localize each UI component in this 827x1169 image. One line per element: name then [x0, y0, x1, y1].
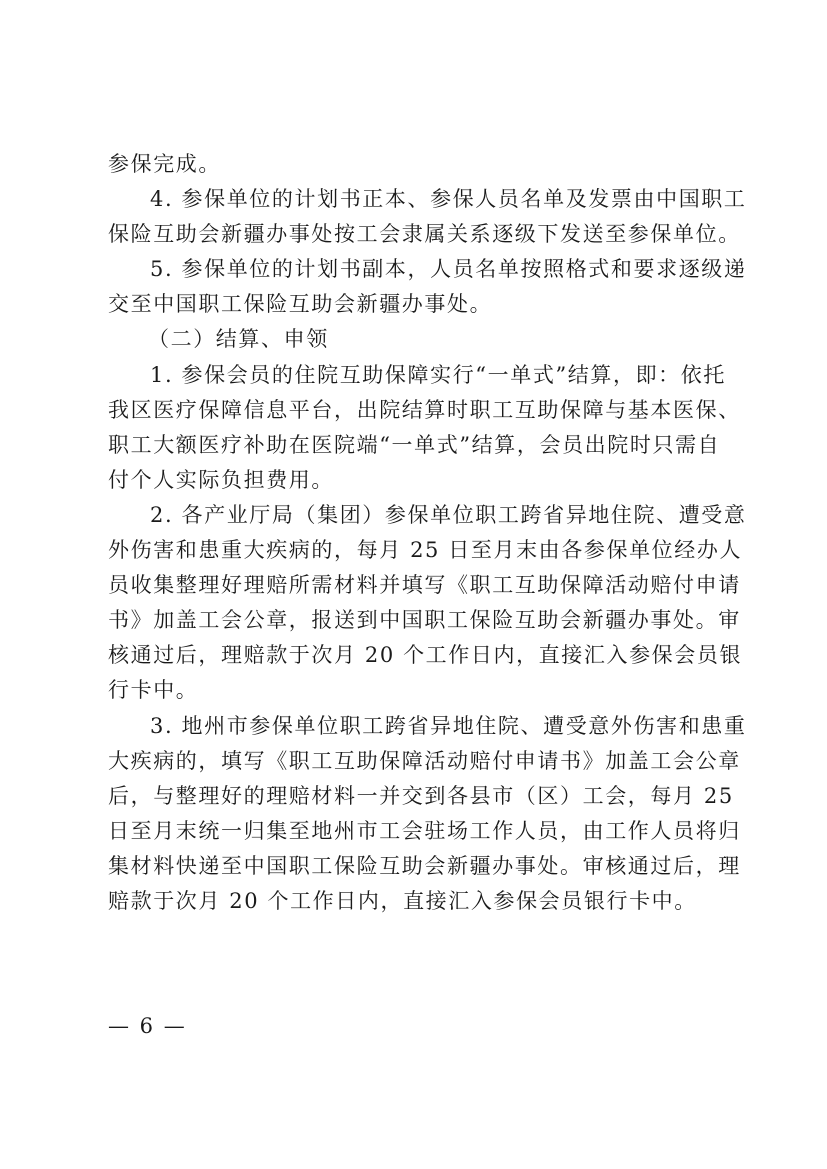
paragraph-line: 3. 地州市参保单位职工跨省异地住院、遭受意外伤害和患重	[150, 713, 747, 738]
paragraph-line: 职工大额医疗补助在医院端“一单式”结算，会员出院时只需自	[108, 432, 721, 457]
paragraph-line: 日至月末统一归集至地州市工会驻场工作人员，由工作人员将归	[108, 818, 741, 843]
paragraph-line: 赔款于次月 20 个工作日内，直接汇入参保会员银行卡中。	[108, 888, 697, 913]
paragraph-line: 行卡中。	[108, 678, 199, 703]
paragraph-line: 核通过后，理赔款于次月 20 个工作日内，直接汇入参保会员银	[108, 643, 743, 668]
page-number: — 6 —	[108, 1014, 187, 1038]
section-heading: （二）结算、申领	[148, 327, 329, 352]
paragraph-line: 我区医疗保障信息平台，出院结算时职工互助保障与基本医保、	[108, 397, 741, 422]
paragraph-line: 1. 参保会员的住院互助保障实行“一单式”结算，即：依托	[150, 362, 726, 387]
paragraph-line: 付个人实际负担费用。	[108, 467, 334, 492]
paragraph-line: 外伤害和患重大疾病的，每月 25 日至月末由各参保单位经办人	[108, 538, 743, 563]
paragraph-line: 大疾病的，填写《职工互助保障活动赔付申请书》加盖工会公章	[108, 748, 741, 773]
paragraph-line: 2. 各产业厅局（集团）参保单位职工跨省异地住院、遭受意	[150, 502, 747, 527]
paragraph-line: 保险互助会新疆办事处按工会隶属关系逐级下发送至参保单位。	[108, 222, 741, 247]
paragraph-line: 交至中国职工保险互助会新疆办事处。	[108, 292, 493, 317]
document-body	[108, 147, 747, 919]
paragraph-line: 集材料快递至中国职工保险互助会新疆办事处。审核通过后，理	[108, 853, 741, 878]
paragraph-line: 参保完成。	[108, 152, 221, 176]
paragraph-line: 后，与整理好的理赔材料一并交到各县市（区）工会，每月 25	[108, 783, 734, 808]
paragraph-line: 书》加盖工会公章，报送到中国职工保险互助会新疆办事处。审	[108, 608, 741, 633]
paragraph-line: 4. 参保单位的计划书正本、参保人员名单及发票由中国职工	[150, 187, 747, 212]
paragraph-line: 员收集整理好理赔所需材料并填写《职工互助保障活动赔付申请	[108, 573, 741, 598]
paragraph-line: 5. 参保单位的计划书副本，人员名单按照格式和要求逐级递	[150, 257, 747, 282]
